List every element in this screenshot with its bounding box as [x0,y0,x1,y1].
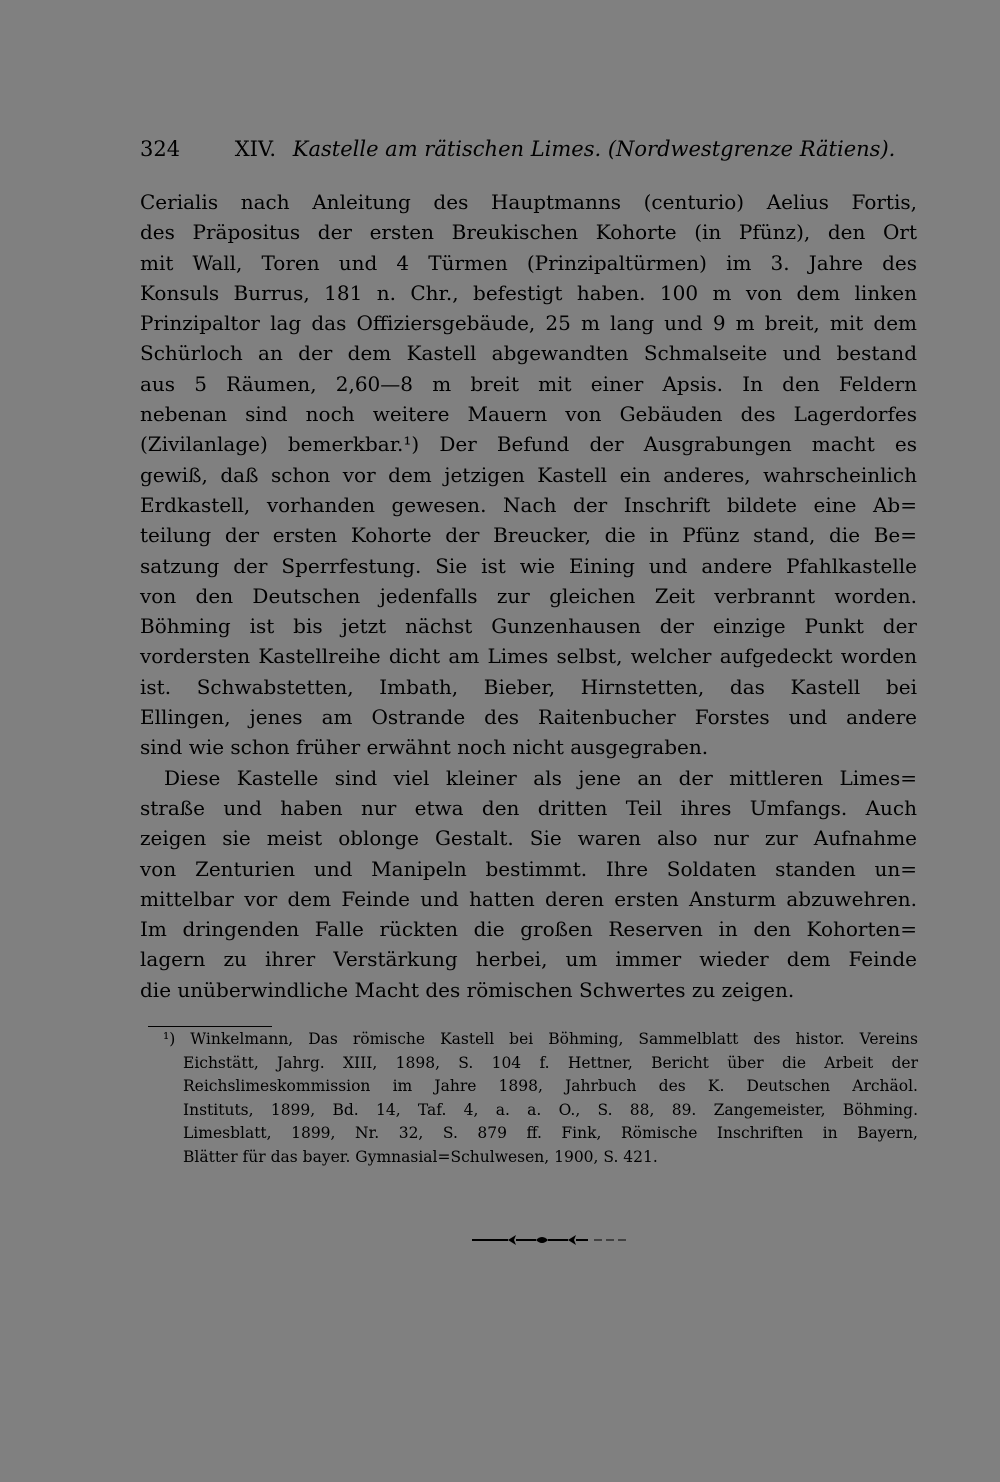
footnotes [158,1028,918,1169]
text-line: sind wie schon früher erwähnt noch nicht ausgegraben. [140,735,709,760]
chapter-number: XIV. [234,137,277,161]
text-line: (Zivilanlage) bemerkbar.¹) Der Befund der Ausgrabungen macht es [140,432,917,457]
text-line: Prinzipaltor lag das Offiziersgebäude, 25 m lang und 9 m breit, mit dem [140,311,917,336]
footnote-line: Eichstätt, Jahrg. XIII, 1898, S. 104 f. Hettner, Bericht über die Arbeit der [183,1053,918,1072]
footnote-divider [148,1026,272,1027]
text-line: Konsuls Burrus, 181 n. Chr., befestigt haben. 100 m von dem linken [140,280,917,305]
text-line: Im dringenden Falle rückten die großen Reserven in den Kohorten= [140,917,917,942]
footnote-line: ¹) Winkelmann, Das römische Kastell bei Böhming, Sammelblatt des histor. Vereins [163,1030,918,1048]
text-line: aus 5 Räumen, 2,60—8 m breit mit einer Apsis. In den Feldern [140,371,917,396]
text-line: gewiß, daß schon vor dem jetzigen Kastell ein anderes, wahrscheinlich [140,462,917,487]
text-line: zeigen sie meist oblonge Gestalt. Sie waren also nur zur Aufnahme [140,826,917,851]
text-line: lagern zu ihrer Verstärkung herbei, um immer wieder dem Feinde [140,947,917,972]
text-line: Erdkastell, vorhanden gewesen. Nach der Inschrift bildete eine Ab= [140,492,917,517]
footnote-line: Instituts, 1899, Bd. 14, Taf. 4, a. a. O., S. 88, 89. Zangemeister, Böhming. [183,1100,918,1119]
running-header [140,137,920,167]
main-text [140,187,917,1005]
text-line: straße und haben nur etwa den dritten Teil ihres Umfangs. Auch [140,795,917,820]
text-line: ist. Schwabstetten, Imbath, Bieber, Hirnstetten, das Kastell bei [140,674,917,699]
end-of-chapter-flourish-icon [470,1232,630,1248]
text-line: Ellingen, jenes am Ostrande des Raitenbucher Forstes und andere [140,705,917,730]
text-line: Böhming ist bis jetzt nächst Gunzenhausen der einzige Punkt der [140,614,917,639]
text-line: Cerialis nach Anleitung des Hauptmanns (centurio) Aelius Fortis, [140,190,917,214]
text-line: teilung der ersten Kohorte der Breucker, die in Pfünz stand, die Be= [140,523,917,548]
text-line: vordersten Kastellreihe dicht am Limes selbst, welcher aufgedeckt worden [140,644,917,669]
text-line: von den Deutschen jedenfalls zur gleichen Zeit verbrannt worden. [140,583,917,608]
footnote-line: Limesblatt, 1899, Nr. 32, S. 879 ff. Fink, Römische Inschriften in Bayern, [183,1124,918,1142]
footnote-line: Reichslimeskommission im Jahre 1898, Jahrbuch des K. Deutschen Archäol. [183,1077,918,1095]
text-line: Diese Kastelle sind viel kleiner als jene an der mittleren Limes= [164,765,917,790]
text-line: die unüberwindliche Macht des römischen Schwertes zu zeigen. [140,977,795,1002]
text-line: mit Wall, Toren und 4 Türmen (Prinzipaltürmen) im 3. Jahre des [140,250,917,275]
text-line: Schürloch an der dem Kastell abgewandten Schmalseite und bestand [140,341,917,366]
footnote-line: Blätter für das bayer. Gymnasial=Schulwesen, 1900, S. 421. [183,1147,658,1166]
text-line: nebenan sind noch weitere Mauern von Gebäuden des Lagerdorfes [140,402,917,427]
running-title: Kastelle am rätischen Limes. (Nordwestgrenze Rätiens). [292,137,896,161]
text-line: satzung der Sperrfestung. Sie ist wie Eining und andere Pfahlkastelle [140,553,917,578]
text-line: des Präpositus der ersten Breukischen Kohorte (in Pfünz), den Ort [140,220,917,245]
text-line: von Zenturien und Manipeln bestimmt. Ihre Soldaten standen un= [140,856,917,881]
page-number: 324 [140,137,181,161]
text-line: mittelbar vor dem Feinde und hatten deren ersten Ansturm abzuwehren. [140,886,917,911]
